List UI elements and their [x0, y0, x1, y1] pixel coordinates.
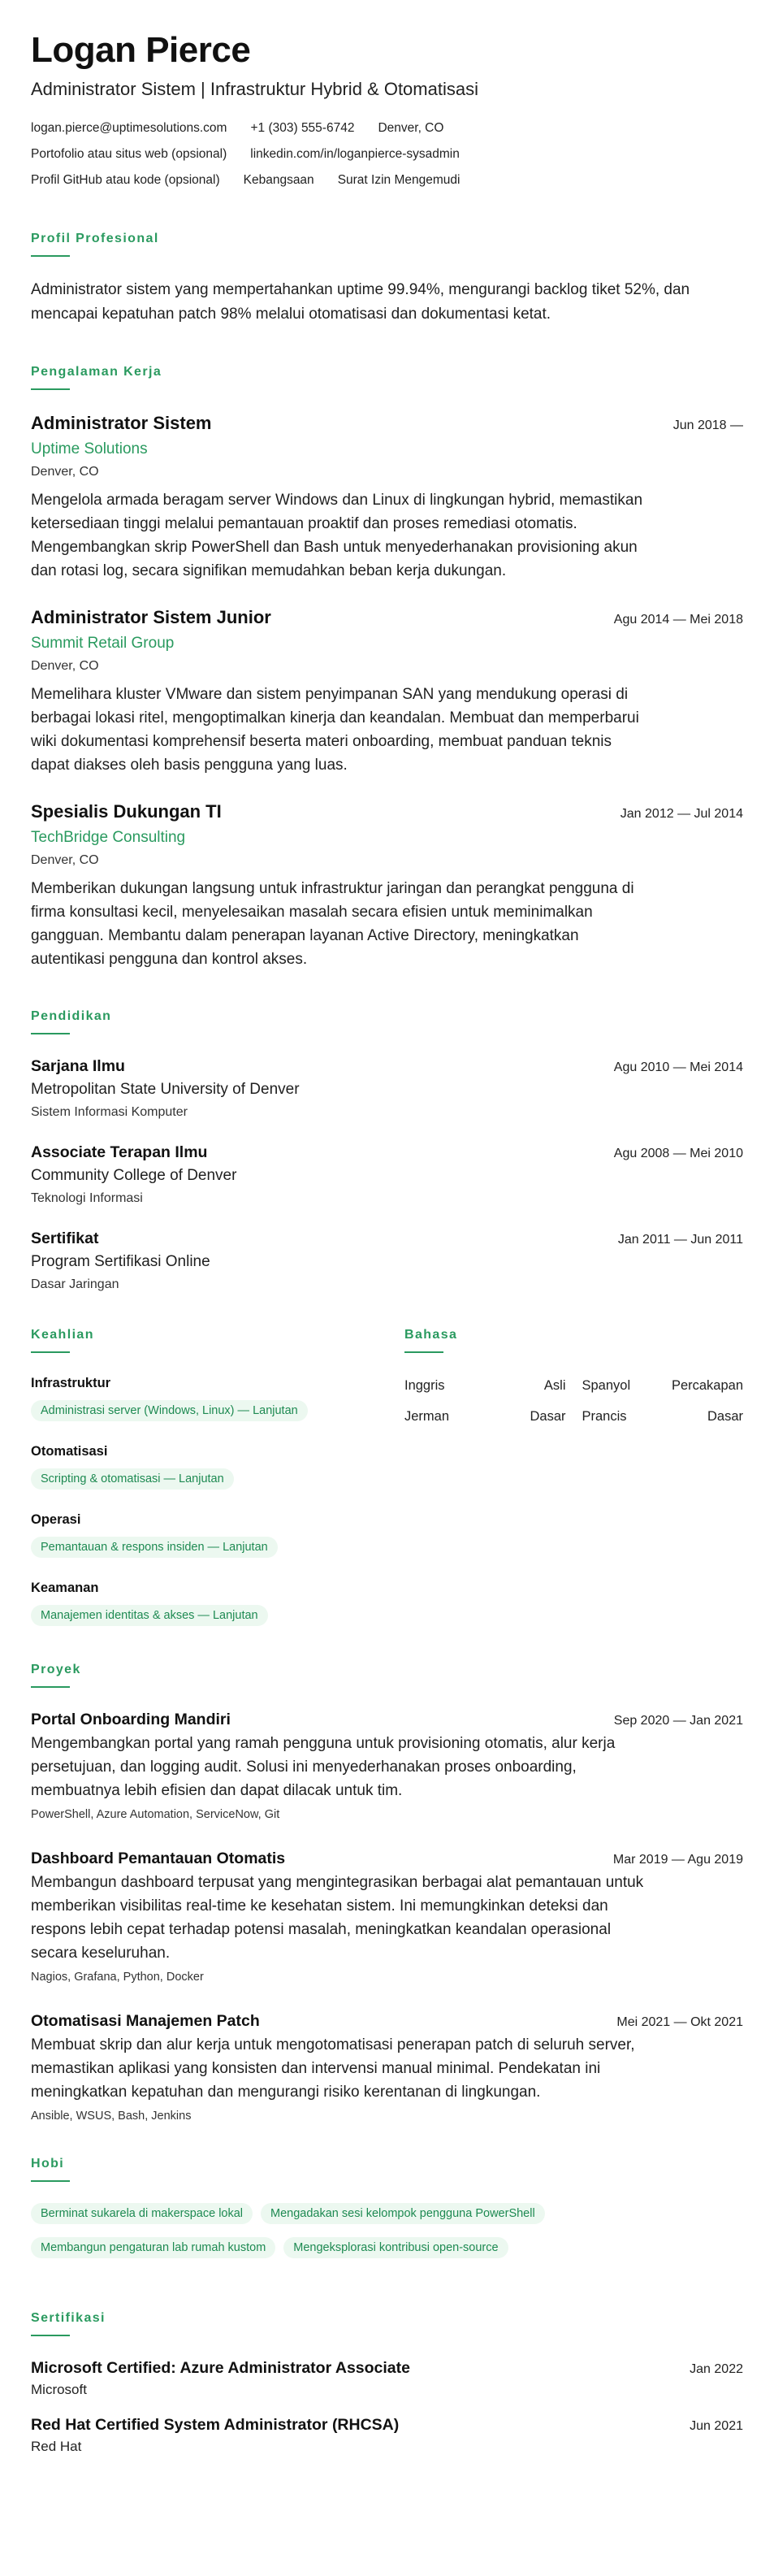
certification-issuer: Microsoft [31, 2382, 87, 2397]
projects-section [31, 1662, 743, 2125]
languages-column [404, 1327, 743, 1647]
skill-category: Infrastruktur [31, 1376, 111, 1390]
job-location: Denver, CO [31, 659, 99, 673]
education-header [31, 1056, 743, 1077]
education-field: Dasar Jaringan [31, 1277, 119, 1291]
project-date: Sep 2020 — Jan 2021 [613, 1714, 743, 1728]
language-level: Dasar [530, 1409, 566, 1424]
language-name: Jerman [404, 1409, 450, 1424]
resume-header [31, 29, 743, 193]
project-header [31, 1709, 743, 1730]
project-entry [31, 1848, 743, 1986]
hobby-chip: Membangun pengaturan lab rumah kustom [31, 2237, 275, 2258]
project-title: Portal Onboarding Mandiri [31, 1711, 231, 1728]
contact-row [31, 141, 743, 167]
project-entry [31, 1709, 743, 1824]
language-name: Prancis [582, 1409, 627, 1424]
job-entry [31, 411, 743, 583]
project-description: Membangun dashboard terpusat yang mengintegrasikan berbagai alat pemantauan untuk memberikan visibilitas real-time ke kesehatan sistem. Ini memungkinkan deteksi dan respons lebih cepat terhadap potensi masalah, meningkatkan keandalan operasional secara keseluruhan. [31, 1874, 644, 1962]
contact-phone[interactable]: +1 (303) 555-6742 [250, 121, 355, 135]
profile-section [31, 231, 743, 327]
skill-category: Otomatisasi [31, 1444, 108, 1459]
section-title: Pengalaman Kerja [31, 365, 162, 379]
project-date: Mei 2021 — Okt 2021 [616, 2015, 743, 2029]
experience-section [31, 364, 743, 971]
contact-block [31, 115, 743, 193]
education-field: Sistem Informasi Komputer [31, 1105, 188, 1119]
job-entry [31, 800, 743, 971]
job-date: Jun 2018 — [672, 418, 743, 432]
job-entry [31, 605, 743, 777]
certifications-section [31, 2310, 743, 2457]
skill-chip: Scripting & otomatisasi — Lanjutan [31, 1468, 234, 1490]
section-title: Keahlian [31, 1328, 94, 1342]
language-item [582, 1374, 744, 1397]
education-school: Metropolitan State University of Denver [31, 1081, 300, 1098]
project-tech: Nagios, Grafana, Python, Docker [31, 1971, 204, 1984]
section-divider [31, 1351, 70, 1353]
profile-summary: Administrator sistem yang mempertahankan uptime 99.94%, mengurangi backlog tiket 52%, dan mencapai kepatuhan patch 98% melalui otomatisasi dan dokumentasi ketat. [31, 281, 690, 323]
education-date: Jan 2011 — Jun 2011 [617, 1233, 743, 1247]
education-header [31, 1228, 743, 1249]
project-header [31, 2010, 743, 2032]
project-header [31, 1848, 743, 1869]
contact-linkedin[interactable]: linkedin.com/in/loganpierce-sysadmin [250, 147, 460, 161]
education-date: Agu 2008 — Mei 2010 [613, 1147, 743, 1160]
section-title: Hobi [31, 2157, 65, 2171]
section-divider [31, 255, 70, 257]
skill-chip: Manajemen identitas & akses — Lanjutan [31, 1605, 268, 1626]
language-item [404, 1405, 566, 1428]
certification-name: Microsoft Certified: Azure Administrator Associate [31, 2359, 410, 2377]
certification-entry [31, 2357, 743, 2400]
skill-category: Operasi [31, 1512, 81, 1527]
language-item [582, 1405, 744, 1428]
job-header [31, 605, 743, 630]
contact-location: Denver, CO [378, 121, 444, 135]
skill-chip: Pemantauan & respons insiden — Lanjutan [31, 1537, 278, 1558]
certification-issuer: Red Hat [31, 2439, 82, 2454]
job-description: Memberikan dukungan langsung untuk infrastruktur jaringan dan perangkat pengguna di firma konsultasi kecil, menyelesaikan masalah secara efisien untuk meminimalkan gangguan. Membantu dalam penerapan layanan Active Directory, meningkatkan autentikasi pengguna dan kontrol akses. [31, 880, 634, 968]
language-name: Spanyol [582, 1378, 631, 1393]
section-title: Sertifikasi [31, 2311, 106, 2325]
job-company: TechBridge Consulting [31, 829, 186, 846]
skills-languages-section [31, 1327, 743, 1647]
contact-driving-license: Surat Izin Mengemudi [337, 173, 461, 187]
job-title: Spesialis Dukungan TI [31, 801, 222, 822]
hobby-chip: Berminat sukarela di makerspace lokal [31, 2203, 253, 2224]
language-level: Dasar [707, 1409, 743, 1424]
project-tech: Ansible, WSUS, Bash, Jenkins [31, 2110, 192, 2123]
languages-grid [404, 1374, 743, 1428]
language-item [404, 1374, 566, 1397]
education-school: Program Sertifikasi Online [31, 1253, 210, 1270]
job-title: Administrator Sistem [31, 413, 212, 433]
section-divider [31, 2180, 70, 2182]
certification-date: Jun 2021 [690, 2419, 743, 2433]
education-entry [31, 1056, 743, 1122]
education-entry [31, 1228, 743, 1295]
job-location: Denver, CO [31, 853, 99, 867]
language-name: Inggris [404, 1378, 445, 1393]
job-title: Administrator Sistem Junior [31, 607, 271, 627]
certification-header [31, 2414, 743, 2435]
education-degree: Sarjana Ilmu [31, 1057, 125, 1075]
section-divider [31, 1686, 70, 1688]
education-field: Teknologi Informasi [31, 1191, 143, 1205]
job-location: Denver, CO [31, 465, 99, 479]
hobby-chips [31, 2203, 664, 2271]
project-title: Dashboard Pemantauan Otomatis [31, 1850, 286, 1867]
contact-row [31, 167, 743, 193]
skill-group [31, 1579, 404, 1647]
section-title: Proyek [31, 1663, 81, 1676]
job-description: Mengelola armada beragam server Windows dan Linux di lingkungan hybrid, memastikan ketersediaan tinggi melalui pemantauan proaktif dan proses remediasi otomatis. Mengembangkan skrip PowerShell dan Bash untuk menyederhanakan provisioning akun dan rotasi log, secara signifikan memudahkan beban kerja dukungan. [31, 492, 643, 579]
section-title: Bahasa [404, 1328, 458, 1342]
education-date: Agu 2010 — Mei 2014 [613, 1060, 743, 1074]
contact-nationality: Kebangsaan [243, 173, 314, 187]
contact-github[interactable]: Profil GitHub atau kode (opsional) [31, 173, 220, 187]
certification-header [31, 2357, 743, 2379]
hobby-chip: Mengeksplorasi kontribusi open-source [283, 2237, 508, 2258]
certification-name: Red Hat Certified System Administrator (RHCSA) [31, 2416, 400, 2434]
project-tech: PowerShell, Azure Automation, ServiceNow, Git [31, 1808, 280, 1821]
section-divider [31, 1033, 70, 1034]
education-degree: Associate Terapan Ilmu [31, 1143, 208, 1161]
contact-portfolio[interactable]: Portofolio atau situs web (opsional) [31, 147, 227, 161]
section-title: Pendidikan [31, 1009, 112, 1023]
education-degree: Sertifikat [31, 1229, 99, 1247]
skill-group [31, 1442, 404, 1511]
candidate-headline: Administrator Sistem | Infrastruktur Hybrid & Otomatisasi [31, 79, 478, 99]
section-divider [404, 1351, 443, 1353]
job-header [31, 411, 743, 436]
education-school: Community College of Denver [31, 1167, 237, 1184]
project-description: Mengembangkan portal yang ramah pengguna untuk provisioning otomatis, alur kerja persetujuan, dan logging audit. Solusi ini menyederhanakan proses onboarding, membuatnya lebih efisien dan dapat dilacak untuk tim. [31, 1735, 616, 1799]
candidate-name: Logan Pierce [31, 30, 251, 70]
skill-category: Keamanan [31, 1581, 99, 1595]
job-company: Uptime Solutions [31, 440, 148, 458]
skill-group [31, 1374, 404, 1442]
certification-date: Jan 2022 [690, 2362, 743, 2376]
section-divider [31, 2335, 70, 2336]
hobbies-section [31, 2156, 743, 2271]
skill-chip: Administrasi server (Windows, Linux) — Lanjutan [31, 1400, 308, 1421]
skills-column [31, 1327, 404, 1647]
section-divider [31, 388, 70, 390]
project-description: Membuat skrip dan alur kerja untuk mengotomatisasi penerapan patch di seluruh server, memastikan aplikasi yang konsisten dan intervensi manual minimal. Pendekatan ini meningkatkan kepatuhan dan mengurangi risiko kerentanan di lingkungan. [31, 2036, 635, 2101]
section-title: Profil Profesional [31, 232, 159, 245]
hobby-chip: Mengadakan sesi kelompok pengguna PowerShell [261, 2203, 545, 2224]
project-title: Otomatisasi Manajemen Patch [31, 2012, 260, 2030]
contact-email[interactable]: logan.pierce@uptimesolutions.com [31, 121, 227, 135]
job-header [31, 800, 743, 824]
education-section [31, 1008, 743, 1295]
language-level: Asli [543, 1378, 566, 1393]
project-date: Mar 2019 — Agu 2019 [612, 1853, 743, 1867]
education-entry [31, 1142, 743, 1208]
job-company: Summit Retail Group [31, 635, 175, 652]
skill-group [31, 1511, 404, 1579]
job-description: Memelihara kluster VMware dan sistem penyimpanan SAN yang mendukung operasi di berbagai lokasi ritel, mengoptimalkan kinerja dan keandalan. Membuat dan memperbarui wiki dokumentasi komprehensif beserta materi onboarding, membuat panduan teknis dapat diakses oleh basis pengguna yang luas. [31, 686, 639, 774]
contact-row [31, 115, 743, 141]
job-date: Jan 2012 — Jul 2014 [620, 807, 743, 821]
job-date: Agu 2014 — Mei 2018 [613, 613, 743, 627]
project-entry [31, 2010, 743, 2125]
education-header [31, 1142, 743, 1163]
language-level: Percakapan [671, 1378, 743, 1393]
certification-entry [31, 2414, 743, 2457]
